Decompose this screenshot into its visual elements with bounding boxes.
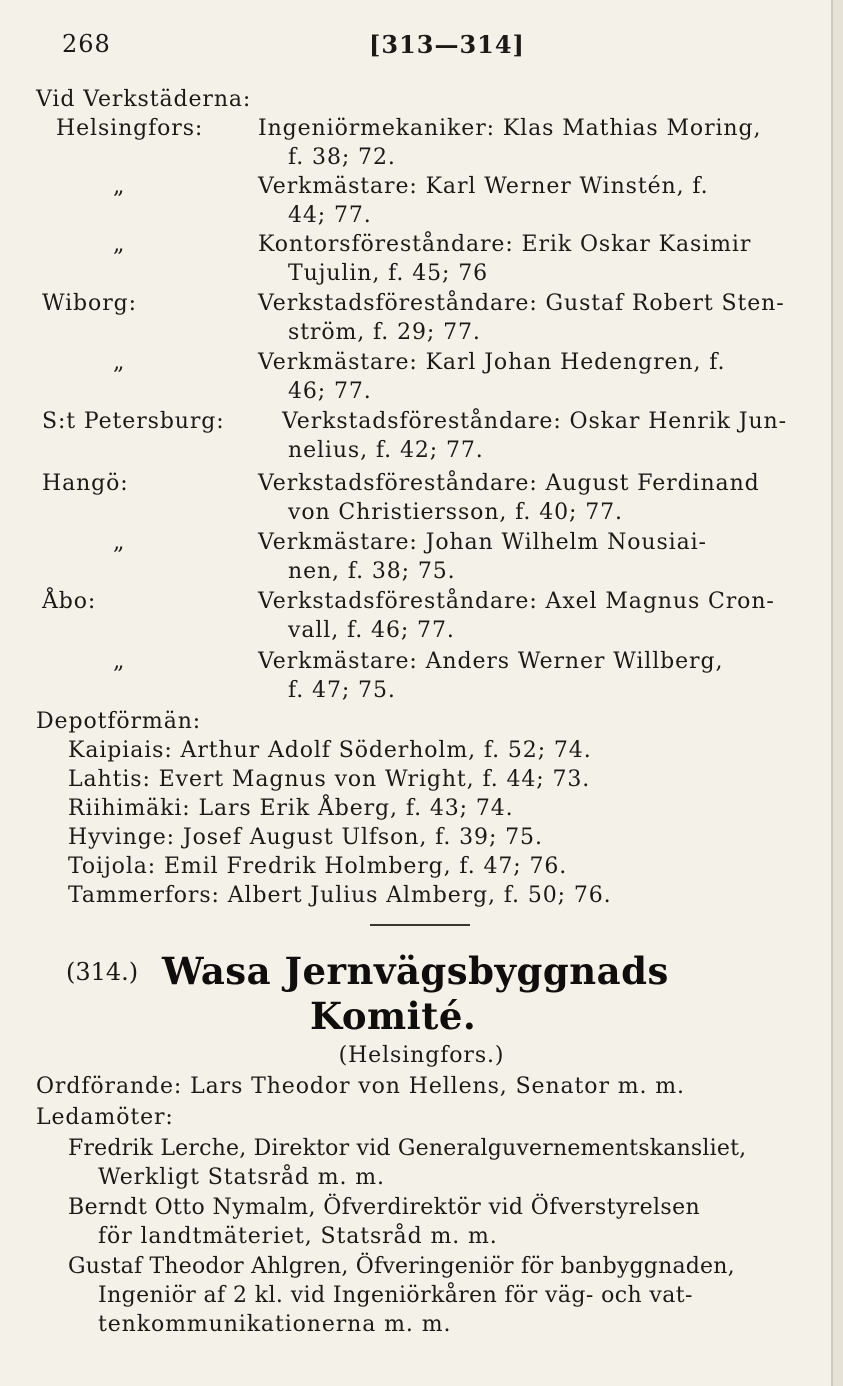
entry-location: „ [113,232,126,257]
depot-line: Hyvinge: Josef August Ulfson, f. 39; 75. [68,825,543,850]
entry-line: Verkstadsföreståndare: Gustaf Robert Sten- [258,291,785,316]
depot-line: Toijola: Emil Fredrik Holmberg, f. 47; 76. [68,854,568,879]
member-line: Gustaf Theodor Ahlgren, Öfveringeniör för banbyggnaden, [68,1254,735,1279]
entry-line: Verkmästare: Karl Johan Hedengren, f. [258,350,726,375]
intro-heading: Vid Verkstäderna: [36,87,252,112]
entry-line: Verkmästare: Johan Wilhelm Nousiai- [258,530,707,555]
chair-line: Ordförande: Lars Theodor von Hellens, Senator m. m. [36,1074,685,1099]
member-line: Fredrik Lerche, Direktor vid Generalguvernementskansliet, [68,1136,747,1161]
city-subtitle: (Helsingfors.) [338,1043,505,1068]
entry-line: 44; 77. [288,203,372,228]
entry-line: vall, f. 46; 77. [288,618,455,643]
page-number: 268 [62,30,111,58]
section-number: (314.) [66,958,139,986]
entry-location: S:t Petersburg: [42,409,225,434]
depot-line: Lahtis: Evert Magnus von Wright, f. 44; 73. [68,767,591,792]
member-line: tenkommunikationerna m. m. [98,1312,452,1337]
entry-location: „ [113,174,126,199]
section-range: [313—314] [369,30,525,59]
entry-line: nen, f. 38; 75. [288,559,456,584]
section-title-line1: Wasa Jernvägsbyggnads [162,949,669,993]
entry-line: Verkstadsföreståndare: Oskar Henrik Jun- [282,409,787,434]
entry-line: von Christiersson, f. 40; 77. [288,500,623,525]
entry-location: Wiborg: [42,291,137,316]
entry-location: „ [113,530,126,555]
entry-location: „ [113,649,126,674]
entry-location: Åbo: [42,589,97,614]
entry-line: Tujulin, f. 45; 76 [288,261,488,286]
entry-line: Ingeniörmekaniker: Klas Mathias Moring, [258,116,762,141]
depot-line: Kaipiais: Arthur Adolf Söderholm, f. 52; 74. [68,738,592,763]
members-heading: Ledamöter: [36,1105,174,1130]
entry-location: Hangö: [42,471,129,496]
entry-line: Verkstadsföreståndare: August Ferdinand [258,471,760,496]
page-edge [831,0,843,1386]
entry-location: „ [113,350,126,375]
entry-line: Verkmästare: Anders Werner Willberg, [258,649,724,674]
member-line: Berndt Otto Nymalm, Öfverdirektör vid Öfverstyrelsen [68,1195,701,1220]
member-line: Werkligt Statsråd m. m. [98,1165,385,1190]
depot-heading: Depotförmän: [36,709,202,734]
member-line: för landtmäteriet, Statsråd m. m. [98,1224,498,1249]
entry-line: Verkmästare: Karl Werner Winstén, f. [258,174,709,199]
entry-line: f. 47; 75. [288,678,396,703]
entry-line: nelius, f. 42; 77. [288,438,484,463]
entry-line: ström, f. 29; 77. [288,320,481,345]
member-line: Ingeniör af 2 kl. vid Ingeniörkåren för väg- och vat- [98,1283,693,1308]
entry-location: Helsingfors: [56,116,204,141]
entry-line: Kontorsföreståndare: Erik Oskar Kasimir [258,232,752,257]
entry-line: 46; 77. [288,379,372,404]
section-title-line2: Komité. [310,994,477,1038]
entry-line: Verkstadsföreståndare: Axel Magnus Cron- [258,589,775,614]
entry-line: f. 38; 72. [288,145,396,170]
section-divider [370,924,470,926]
depot-line: Riihimäki: Lars Erik Åberg, f. 43; 74. [68,796,514,821]
depot-line: Tammerfors: Albert Julius Almberg, f. 50; 76. [68,883,612,908]
